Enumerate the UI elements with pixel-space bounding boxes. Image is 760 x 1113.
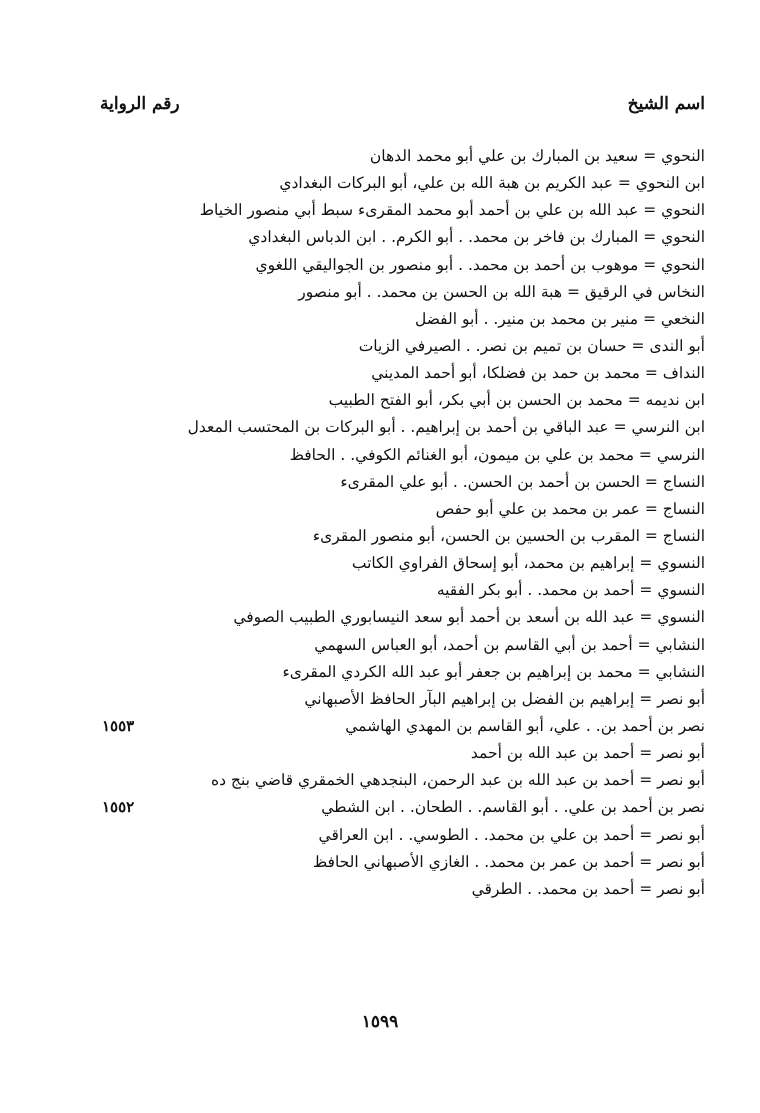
list-item [100,686,705,713]
list-item [100,414,705,441]
entry-text: أبو نصر = إبراهيم بن الفضل بن إبراهيم البآر الحافظ الأصبهاني [304,689,705,708]
list-item [100,279,705,306]
entry-text: نصر بن أحمد بن علي. . أبو القاسم. . الطحان. . ابن الشطي [321,798,705,817]
entry-text: أبو نصر = أحمد بن عمر بن محمد. . الغازي الأصبهاني الحافظ [312,852,705,871]
entry-text: النحوي = عبد الله بن علي بن أحمد أبو محمد المقرىء سبط أبي منصور الخياط [199,201,705,220]
entry-text: النساج = الحسن بن أحمد بن الحسن. . أبو علي المقرىء [340,472,705,491]
entry-text: أبو الندى = حسان بن تميم بن نصر. . الصيرفي الزيات [358,336,705,355]
list-item [100,306,705,333]
entry-text: النسوي = أحمد بن محمد. . أبو بكر الفقيه [436,581,705,600]
entries-list [100,143,705,903]
list-item [100,252,705,279]
list-item [100,767,705,794]
entry-text: النسوي = عبد الله بن أسعد بن أحمد أبو سعد النيسابوري الطبيب الصوفي [233,608,705,627]
list-item [100,577,705,604]
list-item [100,197,705,224]
entry-text: أبو نصر = أحمد بن محمد. . الطرقي [471,879,705,898]
list-item [100,659,705,686]
list-item [100,550,705,577]
list-item [100,632,705,659]
entry-text: ابن النرسي = عبد الباقي بن أحمد بن إبراهيم. . أبو البركات بن المحتسب المعدل [187,418,705,437]
entry-text: أبو نصر = أحمد بن عبد الله بن أحمد [470,744,705,763]
entry-text: أبو نصر = أحمد بن علي بن محمد. . الطوسي. . ابن العراقي [318,825,705,844]
entry-text: النساج = المقرب بن الحسين بن الحسن، أبو منصور المقرىء [312,526,705,545]
list-item [100,523,705,550]
list-item [100,170,705,197]
list-item [100,143,705,170]
entry-text: أبو نصر = أحمد بن عبد الله بن عبد الرحمن، البنجدهي الخمقري قاضي بنج ده [210,771,705,790]
list-item [100,387,705,414]
list-item [100,740,705,767]
list-item [100,469,705,496]
entry-text: ابن نديمه = محمد بن الحسن بن أبي بكر، أبو الفتح الطبيب [328,391,705,410]
narration-number-header: رقم الرواية [100,94,180,114]
list-item [100,713,705,740]
entry-text: النحوي = موهوب بن أحمد بن محمد. . أبو منصور بن الجواليقي اللغوي [255,255,705,274]
entry-number: ١٥٥٢ [102,798,135,817]
list-item [100,496,705,523]
entry-text: النداف = محمد بن حمد بن فضلكا، أبو أحمد المديني [371,364,705,383]
entry-text: النشابي = أحمد بن أبي القاسم بن أحمد، أبو العباس السهمي [314,635,705,654]
entry-text: النرسي = محمد بن علي بن ميمون، أبو الغنائم الكوفي. . الحافظ [289,445,705,464]
list-item [100,822,705,849]
list-item [100,333,705,360]
list-item [100,876,705,903]
list-item [100,849,705,876]
entry-text: النخعي = منير بن محمد بن منير. . أبو الفضل [414,309,705,328]
entry-text: النسوي = إبراهيم بن محمد، أبو إسحاق الفراوي الكاتب [351,554,705,573]
list-item [100,604,705,631]
sheikh-name-header: اسم الشيخ [627,94,705,114]
table-header [100,94,705,124]
page-number: ١٥٩٩ [361,1012,399,1032]
entry-text: نصر بن أحمد بن. . علي، أبو القاسم بن المهدي الهاشمي [345,716,705,735]
list-item [100,794,705,821]
entry-text: النحوي = سعيد بن المبارك بن علي أبو محمد الدهان [369,147,705,165]
entry-text: النحوي = المبارك بن فاخر بن محمد. . أبو الكرم. . ابن الدباس البغدادي [248,228,705,247]
list-item [100,360,705,387]
entry-text: النشابي = محمد بن إبراهيم بن جعفر أبو عبد الله الكردي المقرىء [282,662,705,681]
list-item [100,224,705,251]
entry-text: النخاس في الرقيق = هبة الله بن الحسن بن محمد. . أبو منصور [298,282,705,301]
list-item [100,442,705,469]
entry-number: ١٥٥٣ [102,716,135,735]
entry-text: النساج = عمر بن محمد بن علي أبو حفص [435,499,705,518]
entry-text: ابن النحوي = عبد الكريم بن هبة الله بن علي، أبو البركات البغدادي [279,174,705,193]
